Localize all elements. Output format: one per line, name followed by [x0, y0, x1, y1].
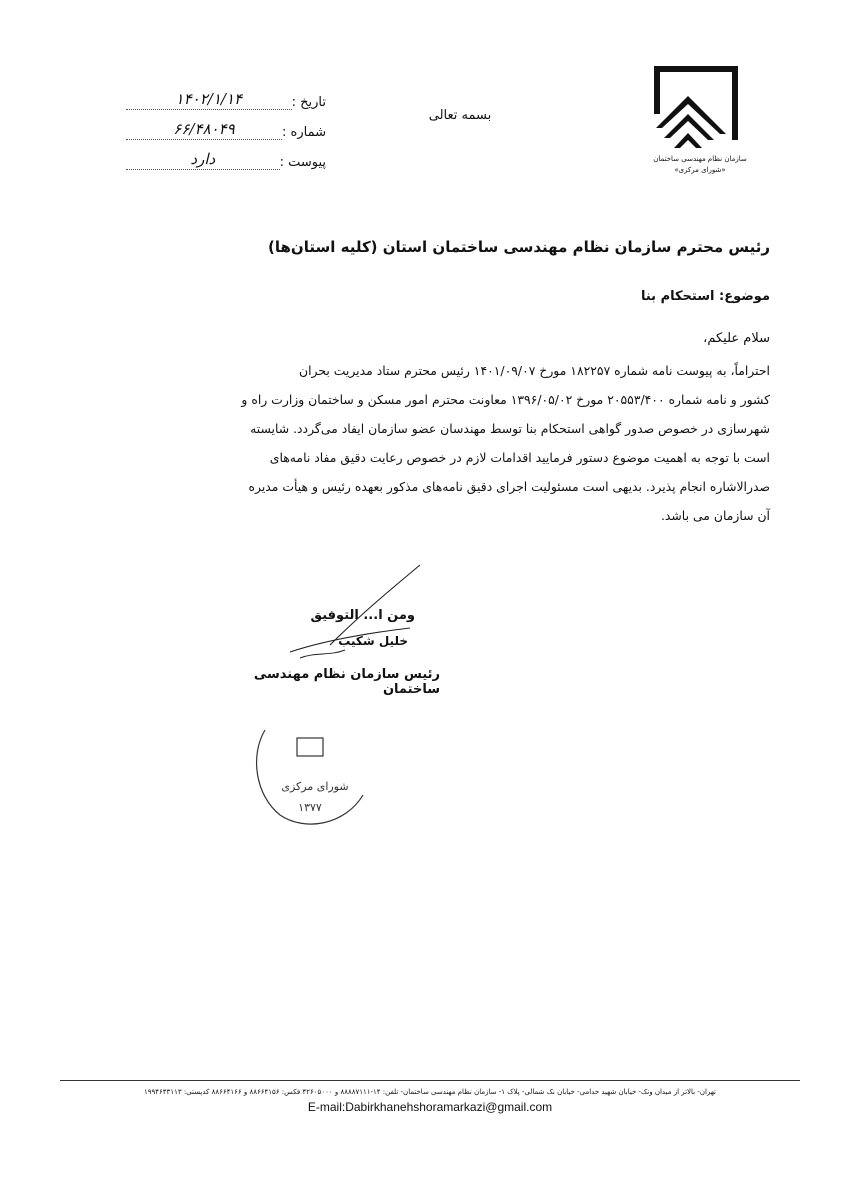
- stamp-logo-icon: [297, 738, 323, 756]
- attachment-row: [126, 140, 326, 170]
- subject-line: [300, 289, 770, 304]
- footer-email: E-mail:Dabirkhanehshoramarkazi@gmail.com: [307, 1100, 553, 1114]
- subject-label: موضوع:: [719, 289, 770, 304]
- recipient: رئیس محترم سازمان نظام مهندسی ساختمان استان (کلیه استان‌ها): [268, 238, 770, 256]
- basmala: بسمه تعالی: [428, 108, 492, 123]
- footer-divider: [60, 1080, 800, 1081]
- date-value: ۱۴۰۲/۱/۱۴: [126, 90, 292, 110]
- body-line-2: کشور و نامه شماره ۲۰۵۵۳/۴۰۰ مورخ ۱۳۹۶/۰۵/۰۲ معاونت محترم امور مسکن و ساختمان وزارت راه و: [241, 392, 770, 407]
- number-row: [126, 110, 326, 140]
- signer-name: خلیل شکیب: [338, 634, 408, 648]
- official-stamp: [245, 710, 375, 835]
- attachment-label: پیوست :: [279, 155, 326, 170]
- date-row: [126, 80, 326, 110]
- stamp-year: ۱۳۷۷: [298, 801, 322, 814]
- closing: ومن ا... التوفیق: [310, 608, 415, 623]
- letter-meta: [126, 80, 326, 170]
- logo-text-council: «شورای مرکزی»: [674, 166, 726, 174]
- letter-body: [160, 356, 770, 530]
- body-line-3: شهرسازی در خصوص صدور گواهی استحکام بنا توسط مهندسان عضو سازمان ایفاد می‌گردد. شایسته: [250, 421, 770, 436]
- footer-address: تهران- بالاتر از میدان ونک- خیابان شهید خدامی- خیابان نک شمالی- پلاک ۱- سازمان نظام مهندسی ساختمان- تلفن: ۱۴-۸۸۸۸۷۱۱۱ و ۴۲۶۰۵۰۰۰ فکس: ۸۸۶۶۴۱۵۶ و ۸۸۶۶۴۱۶۶ کدپستی: ۱۹۹۴۶۴۳۱۱۳: [143, 1088, 716, 1096]
- logo-text-org: سازمان نظام مهندسی ساختمان: [653, 155, 747, 163]
- body-line-6: آن سازمان می باشد.: [660, 508, 770, 523]
- date-label: تاریخ :: [291, 95, 326, 110]
- body-line-5: صدرالاشاره انجام پذیرد. بدیهی است مسئولیت اجرای دقیق نامه‌های مذکور بعهده رئیس و هیأت مدیره: [248, 479, 770, 494]
- organization-logo: [640, 66, 747, 186]
- stamp-text: شورای مرکزی: [281, 780, 349, 793]
- building-roof-logo-icon: [648, 66, 744, 152]
- number-label: شماره :: [282, 125, 326, 140]
- subject-text: استحکام بنا: [640, 289, 715, 304]
- body-line-4: است با توجه به اهمیت موضوع دستور فرمایید اقدامات لازم در خصوص رعایت دقیق مفاد نامه‌های: [269, 450, 770, 465]
- signer-title: رئیس سازمان نظام مهندسی ساختمان: [253, 667, 440, 697]
- greeting: سلام علیکم،: [703, 331, 770, 346]
- attachment-value: دارد: [126, 150, 280, 170]
- body-line-1: احتراماً، به پیوست نامه شماره ۱۸۲۲۵۷ مورخ ۱۴۰۱/۰۹/۰۷ رئیس محترم ستاد مدیریت بحران: [298, 363, 770, 378]
- number-value: ۶۶/۴۸۰۴۹: [126, 120, 282, 140]
